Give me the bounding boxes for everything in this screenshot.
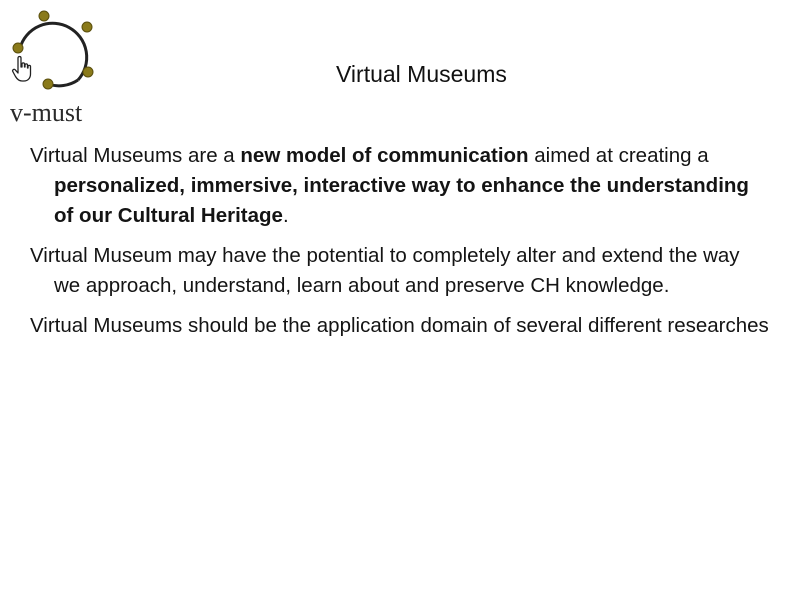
logo-node xyxy=(82,22,92,32)
emphasis-text: new model of communication xyxy=(240,144,529,167)
paragraph: Virtual Museum may have the potential to completely alter and extend the way we approach, understand, learn about and preserve CH knowledge. xyxy=(30,244,740,297)
paragraph xyxy=(30,141,770,231)
paragraph: Virtual Museums should be the application domain of several different researches xyxy=(30,314,769,337)
vmust-logo-mark xyxy=(4,4,104,100)
hand-pointer-icon xyxy=(13,57,31,82)
logo-node xyxy=(43,79,53,89)
slide-body xyxy=(30,141,770,351)
paragraph-text: Virtual Museums are a xyxy=(30,144,241,167)
logo-node xyxy=(83,67,93,77)
vmust-logo xyxy=(4,4,104,128)
emphasis-text: personalized, immersive, interactive way to enhance the understanding of our Cultural Heritage xyxy=(54,174,749,227)
paragraph-text: aimed at creating a xyxy=(528,144,709,167)
slide-title: Virtual Museums xyxy=(336,61,507,87)
logo-text: v-must xyxy=(10,98,83,127)
logo-node xyxy=(39,11,49,21)
logo-node xyxy=(13,43,23,53)
paragraph-text: . xyxy=(282,204,289,227)
